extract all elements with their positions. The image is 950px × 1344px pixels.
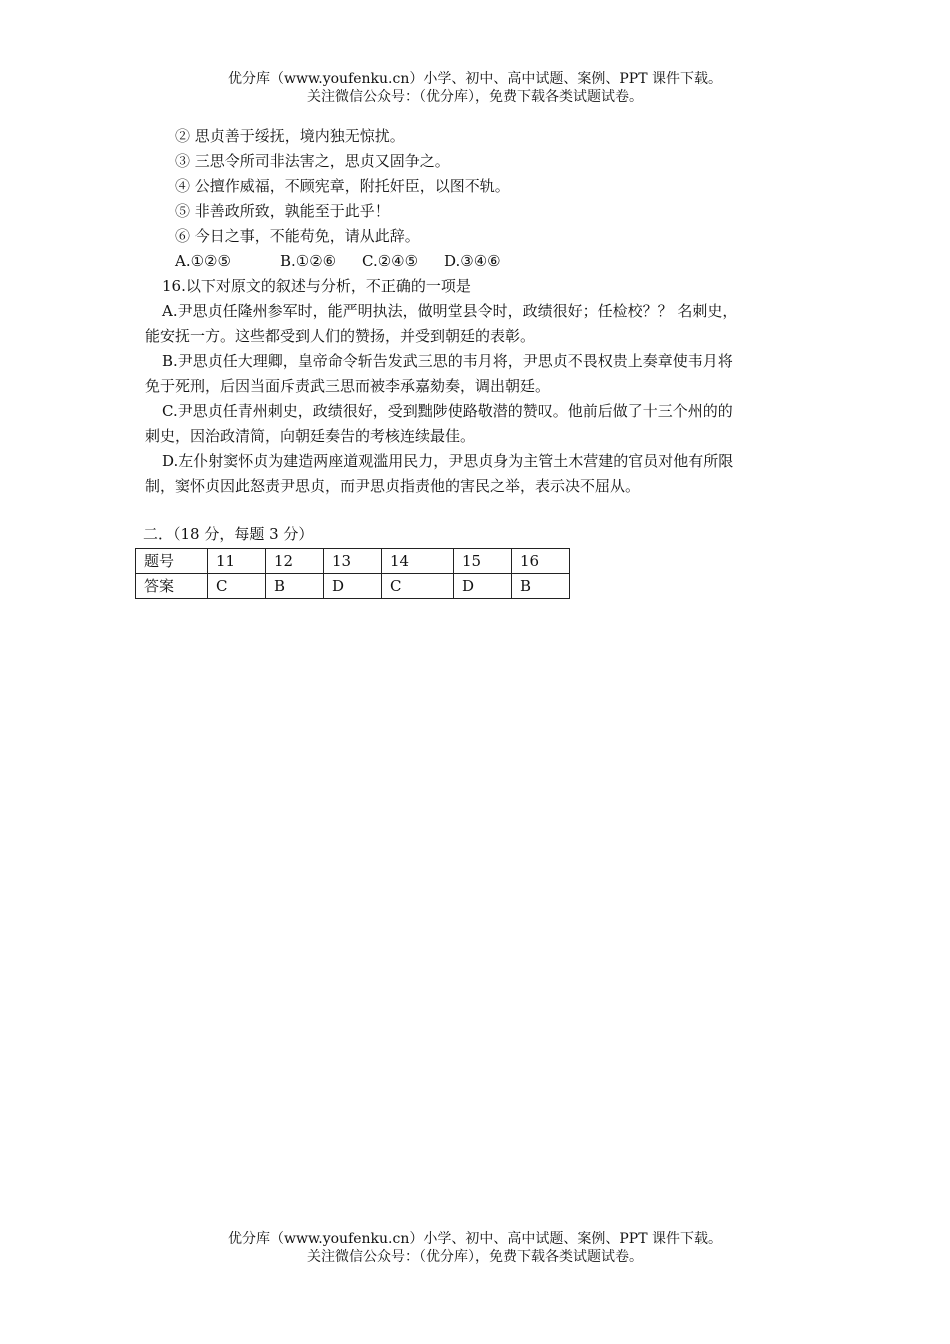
footer-line-1: 优分库（www.youfenku.cn）小学、初中、高中试题、案例、PPT 课件下载。 [227,1231,722,1247]
question-number-cell: 16 [512,549,570,574]
option-item-6: ⑥ 今日之事，不能苟免，请从此辞。 [175,227,420,245]
q16-option-a-line1: A.尹思贞任隆州参军时，能严明执法，做明堂县令时，政绩很好；任检校？？ 名刺史， [162,302,738,320]
table-row [136,574,570,599]
question-number-cell: 14 [382,549,454,574]
q16-option-a-line2: 能安抚一方。这些都受到人们的赞扬，并受到朝廷的表彰。 [145,327,536,345]
q15-choice-c: C.②④⑤ [362,252,419,270]
footer-line-2: 关注微信公众号：（优分库），免费下载各类试题试卷。 [307,1249,643,1265]
table-header-label: 题号 [136,549,208,574]
answer-cell: C [382,574,454,599]
q15-choice-a: A.①②⑤ [175,252,231,270]
q16-option-d-line1: D.左仆射窦怀贞为建造两座道观滥用民力，尹思贞身为主管土木营建的官员对他有所限 [162,452,734,470]
q16-option-b-line1: B.尹思贞任大理卿，皇帝命令斩告发武三思的韦月将，尹思贞不畏权贵上奏章使韦月将 [162,352,733,370]
answer-cell: D [454,574,512,599]
q16-option-b-line2: 免于死刑，后因当面斥责武三思而被李承嘉劾奏，调出朝廷。 [145,377,551,395]
table-answer-label: 答案 [136,574,208,599]
table-row [136,549,570,574]
question-number-cell: 13 [324,549,382,574]
option-item-3: ③ 三思令所司非法害之，思贞又固争之。 [175,152,450,170]
q16-option-c-line2: 刺史，因治政清简，向朝廷奏告的考核连续最佳。 [145,427,476,445]
header-line-2: 关注微信公众号：（优分库），免费下载各类试题试卷。 [307,89,643,105]
q16-option-c-line1: C.尹思贞任青州刺史，政绩很好，受到黜陟使路敬潜的赞叹。他前后做了十三个州的的 [162,402,733,420]
option-item-2: ② 思贞善于绥抚，境内独无惊扰。 [175,127,405,145]
q16-stem: 16.以下对原文的叙述与分析，不正确的一项是 [162,277,471,295]
question-number-cell: 11 [208,549,266,574]
question-number-cell: 12 [266,549,324,574]
section-2-title: 二．（18 分，每题 3 分） [143,525,314,543]
page-header [0,70,950,106]
answer-cell: B [512,574,570,599]
question-number-cell: 15 [454,549,512,574]
header-line-1: 优分库（www.youfenku.cn）小学、初中、高中试题、案例、PPT 课件下载。 [227,71,722,87]
q16-option-d-line2: 制，窦怀贞因此怒责尹思贞，而尹思贞指责他的害民之举，表示决不屈从。 [145,477,641,495]
q15-choice-d: D.③④⑥ [444,252,501,270]
option-item-5: ⑤ 非善政所致，孰能至于此乎！ [175,202,390,220]
answer-table [135,548,570,599]
q15-choices [175,251,501,271]
answer-cell: B [266,574,324,599]
page-footer [0,1230,950,1266]
q15-choice-b: B.①②⑥ [280,252,337,270]
option-item-4: ④ 公擅作威福，不顾宪章，附托奸臣，以图不轨。 [175,177,510,195]
answer-cell: C [208,574,266,599]
answer-cell: D [324,574,382,599]
